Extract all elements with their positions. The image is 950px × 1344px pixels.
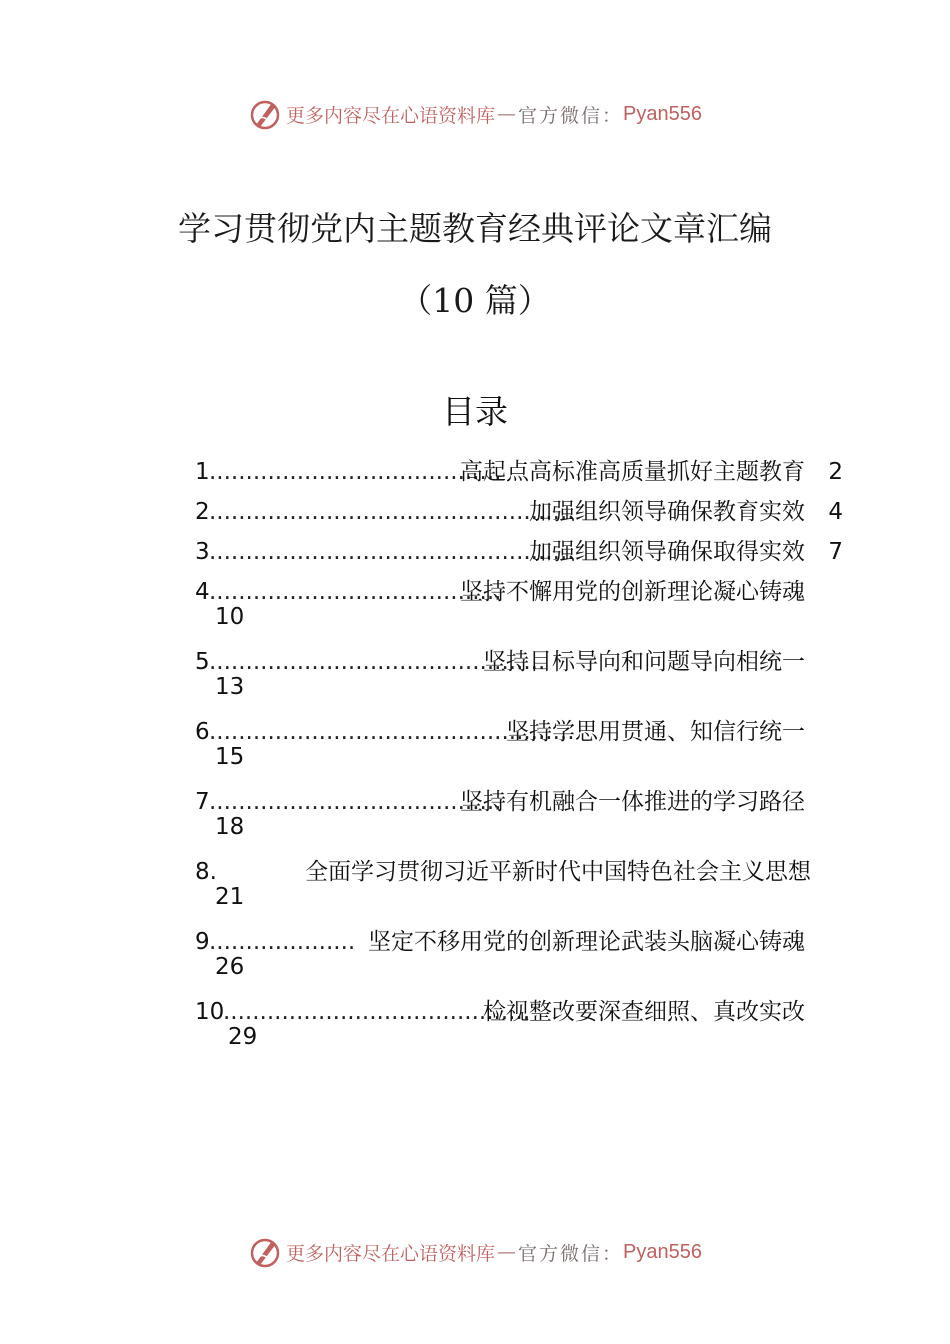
toc-entry-title: 坚持目标导向和问题导向相统一 xyxy=(483,649,805,675)
toc-entry[interactable] xyxy=(195,782,845,842)
toc-leader-dots: .......................................... xyxy=(223,999,531,1025)
toc-entry-page: 15 xyxy=(215,744,245,770)
watermark-id: Pyan556 xyxy=(623,102,702,125)
footer-watermark xyxy=(0,1232,950,1272)
toc-entry-title: 加强组织领导确保教育实效 xyxy=(529,499,805,525)
toc-entry-number: 4 xyxy=(195,579,210,605)
pen-logo-icon xyxy=(248,97,282,131)
toc-leader-dots: .................................................. xyxy=(209,499,575,525)
pen-logo-icon xyxy=(248,1235,282,1269)
table-of-contents xyxy=(195,452,845,1062)
toc-leader-dots: .................................................. xyxy=(209,719,575,745)
toc-entry-page: 18 xyxy=(215,814,245,840)
watermark-text: 更多内容尽在心语资料库 xyxy=(286,104,496,127)
toc-entry-number: 5 xyxy=(195,649,210,675)
toc-entry-title: 高起点高标准高质量抓好主题教育 xyxy=(460,459,805,485)
toc-entry-page: 21 xyxy=(215,884,245,910)
toc-entry-number: 1 xyxy=(195,459,210,485)
toc-entry[interactable] xyxy=(195,572,845,632)
toc-entry-number: 10 xyxy=(195,999,225,1025)
toc-entry[interactable] xyxy=(195,712,845,772)
toc-leader-dots: ........................................ xyxy=(209,459,502,485)
toc-entry[interactable] xyxy=(195,532,845,572)
toc-entry-number: 8. xyxy=(195,859,217,885)
toc-entry-title: 坚定不移用党的创新理论武装头脑凝心铸魂 xyxy=(368,929,805,955)
toc-entry[interactable] xyxy=(195,852,845,912)
toc-leader-dots: ........................................ xyxy=(209,789,502,815)
toc-entry-number: 2 xyxy=(195,499,210,525)
toc-leader-dots: ........................................ xyxy=(209,579,502,605)
toc-entry-page: 4 xyxy=(828,499,843,525)
toc-entry[interactable] xyxy=(195,452,845,492)
watermark-id: Pyan556 xyxy=(623,1240,702,1263)
toc-entry[interactable] xyxy=(195,922,845,982)
toc-entry-page: 29 xyxy=(228,1024,258,1050)
toc-leader-dots: .................................................. xyxy=(209,539,575,565)
watermark-label: 官方微信： xyxy=(518,104,624,127)
document-title: 学习贯彻党内主题教育经典评论文章汇编 xyxy=(178,209,772,248)
toc-entry-number: 9 xyxy=(195,929,210,955)
toc-entry-title: 全面学习贯彻习近平新时代中国特色社会主义思想 xyxy=(305,859,811,885)
watermark-label: 官方微信： xyxy=(518,1242,624,1265)
toc-entry-title: 坚持有机融合一体推进的学习路径 xyxy=(460,789,805,815)
document-subtitle: （10 篇） xyxy=(399,281,551,320)
toc-entry-page: 13 xyxy=(215,674,245,700)
watermark-dash: — xyxy=(497,103,517,125)
toc-entry-number: 3 xyxy=(195,539,210,565)
toc-entry-page: 10 xyxy=(215,604,245,630)
toc-entry-number: 7 xyxy=(195,789,210,815)
header-watermark xyxy=(0,94,950,134)
toc-entry-title: 加强组织领导确保取得实效 xyxy=(529,539,805,565)
toc-heading: 目录 xyxy=(442,392,508,431)
toc-entry-page: 2 xyxy=(828,459,843,485)
watermark-text: 更多内容尽在心语资料库 xyxy=(286,1242,496,1265)
toc-entry-number: 6 xyxy=(195,719,210,745)
toc-entry-title: 坚持不懈用党的创新理论凝心铸魂 xyxy=(460,579,805,605)
toc-entry[interactable] xyxy=(195,492,845,532)
toc-entry-page: 26 xyxy=(215,954,245,980)
toc-leader-dots: .............................................. xyxy=(209,649,546,675)
toc-leader-dots: .................... xyxy=(209,929,356,955)
toc-entry-title: 坚持学思用贯通、知信行统一 xyxy=(506,719,805,745)
toc-entry-title: 检视整改要深查细照、真改实改 xyxy=(483,999,805,1025)
toc-entry[interactable] xyxy=(195,642,845,702)
toc-entry-page: 7 xyxy=(828,539,843,565)
watermark-dash: — xyxy=(497,1241,517,1263)
toc-entry[interactable] xyxy=(195,992,845,1052)
